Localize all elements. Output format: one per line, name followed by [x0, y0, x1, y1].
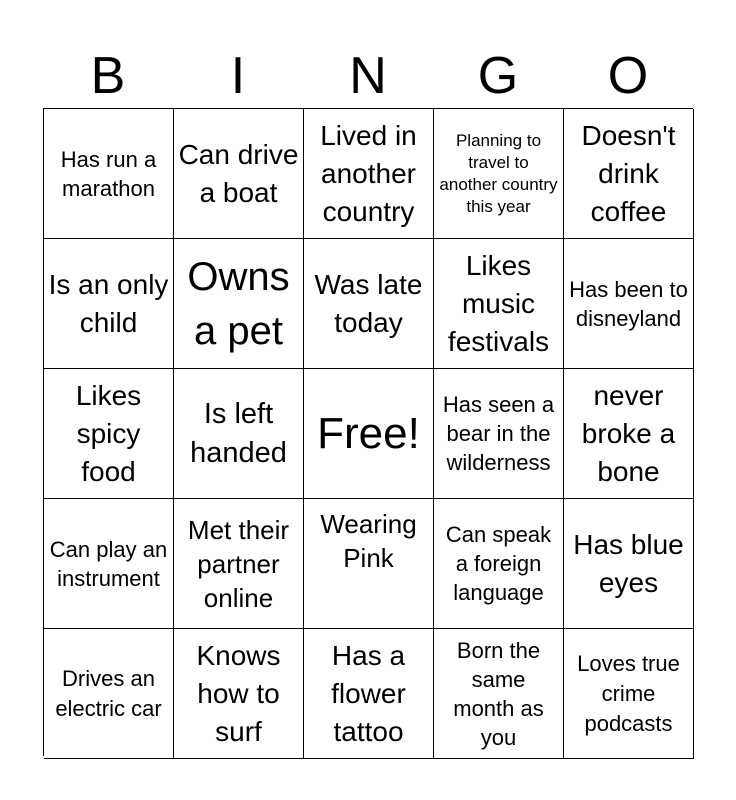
cell-text: Likes music festivals	[447, 249, 550, 357]
bingo-grid	[43, 108, 693, 756]
bingo-cell[interactable]	[44, 109, 174, 239]
bingo-cell[interactable]	[564, 499, 694, 629]
cell-text: Can drive a boat	[178, 138, 299, 208]
bingo-cell[interactable]	[434, 499, 564, 629]
cell-text: Lived in another country	[320, 119, 417, 227]
bingo-cell[interactable]	[44, 239, 174, 369]
cell-text: Can play an instrument	[49, 536, 168, 591]
bingo-cell[interactable]	[564, 109, 694, 239]
cell-text: Owns a pet	[187, 254, 290, 353]
bingo-cell[interactable]	[434, 629, 564, 759]
bingo-cell[interactable]	[304, 629, 434, 759]
bingo-cell[interactable]	[174, 499, 304, 629]
bingo-cell[interactable]	[434, 239, 564, 369]
bingo-cell[interactable]	[174, 629, 304, 759]
bingo-cell[interactable]	[44, 499, 174, 629]
cell-text: never broke a bone	[581, 379, 676, 487]
cell-text: Has been to disneyland	[569, 276, 688, 331]
bingo-cell[interactable]	[174, 239, 304, 369]
header-letter-o: O	[607, 47, 649, 105]
bingo-cell[interactable]	[564, 629, 694, 759]
header-letter-g: G	[477, 47, 519, 105]
bingo-cell[interactable]	[434, 109, 564, 239]
cell-text: Knows how to surf	[196, 639, 281, 747]
cell-text: Met their partner online	[187, 514, 290, 613]
cell-text: Born the same month as you	[453, 637, 544, 750]
cell-text: Is an only child	[48, 268, 169, 338]
cell-text: Has a flower tattoo	[331, 639, 406, 747]
cell-text: Wearing Pink	[320, 509, 417, 573]
header-letter-n: N	[349, 47, 387, 105]
free-space-cell[interactable]	[304, 369, 434, 499]
bingo-cell[interactable]	[44, 369, 174, 499]
bingo-cell[interactable]	[564, 239, 694, 369]
bingo-cell[interactable]	[174, 109, 304, 239]
header-letter-i: I	[230, 47, 246, 105]
free-space-text: Free!	[317, 408, 420, 458]
cell-text: Drives an electric car	[55, 665, 162, 721]
cell-text: Likes spicy food	[75, 379, 142, 487]
bingo-cell[interactable]	[304, 499, 434, 629]
cell-text: Has seen a bear in the wilderness	[442, 392, 555, 475]
cell-text: Was late today	[314, 268, 423, 338]
cell-text: Is left handed	[190, 397, 287, 469]
cell-text: Has blue eyes	[573, 528, 684, 598]
cell-text: Loves true crime podcasts	[577, 650, 680, 736]
header-letter-b: B	[90, 47, 126, 105]
bingo-header	[43, 44, 693, 108]
bingo-cell[interactable]	[564, 369, 694, 499]
bingo-cell[interactable]	[304, 109, 434, 239]
cell-text: Has run a marathon	[60, 146, 157, 201]
cell-text: Doesn't drink coffee	[581, 119, 676, 227]
bingo-cell[interactable]	[174, 369, 304, 499]
bingo-cell[interactable]	[304, 239, 434, 369]
bingo-cell[interactable]	[44, 629, 174, 759]
cell-text: Planning to travel to another country this year	[439, 130, 558, 216]
bingo-cell[interactable]	[434, 369, 564, 499]
cell-text: Can speak a foreign language	[445, 522, 552, 605]
